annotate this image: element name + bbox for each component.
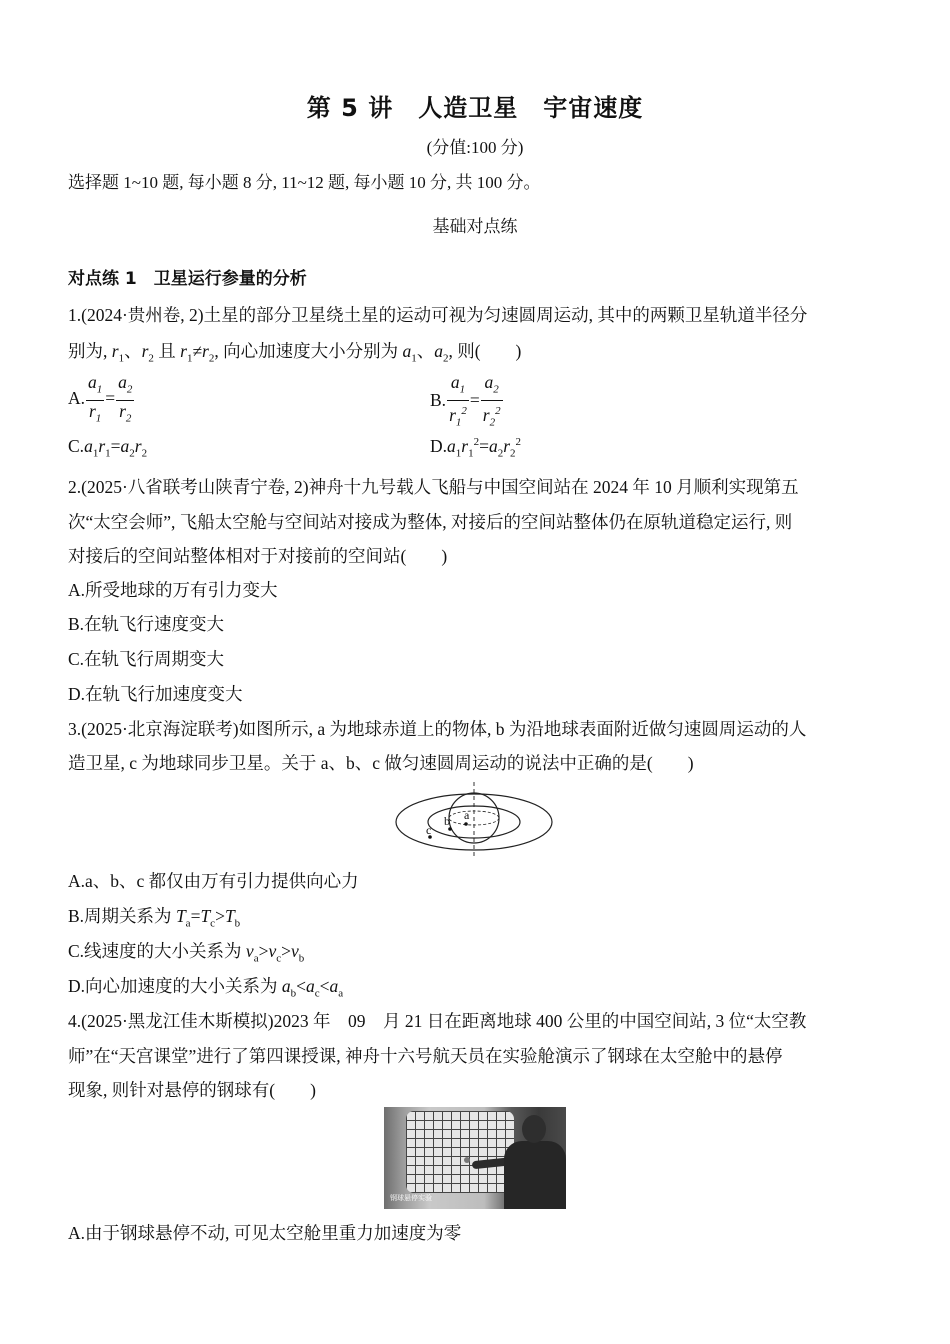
q2-option-b[interactable]: B.在轨飞行速度变大: [68, 614, 225, 634]
q2-line3: 对接后的空间站整体相对于对接前的空间站( ): [68, 546, 448, 566]
q1-text-c: , 向心加速度大小分别为: [214, 341, 403, 361]
astronaut-body: [504, 1141, 566, 1209]
q3-option-b[interactable]: B.周期关系为 $T_a=T_c>T_b$: [68, 906, 241, 930]
q1-text-a: 别为,: [68, 341, 112, 361]
q1-number: 1.: [68, 305, 82, 325]
q2-option-d[interactable]: D.在轨飞行加速度变大: [68, 684, 243, 704]
topic-heading: 对点练 1 卫星运行参量的分析: [68, 269, 307, 289]
label-c: c: [426, 823, 432, 837]
q2-line1: 2.(2025·八省联考山陕青宁卷, 2)神舟十九号载人飞船与中国空间站在 2024 年 10 月顺利实现第五: [68, 477, 799, 497]
q1-option-c[interactable]: $C.a_1r_1=a_2r_2$: [68, 436, 148, 460]
option-label: A.: [68, 388, 86, 409]
q1-text-b: 且: [158, 341, 181, 361]
q2-option-a[interactable]: A.所受地球的万有引力变大: [68, 580, 278, 600]
q3-option-c[interactable]: C.线速度的大小关系为 $v_a>v_c>v_b$: [68, 941, 305, 965]
q1-text-d: , 则( ): [448, 341, 522, 361]
option-label: C.: [68, 436, 85, 456]
q1-option-b[interactable]: B. $\frac{a_1}{r_1^2}$ = $\frac{a_2}{r_2^2}$: [430, 372, 501, 428]
option-label: B.: [430, 389, 447, 410]
q4-line3: 现象, 则针对悬停的钢球有( ): [68, 1080, 316, 1100]
q4-line1: 4.(2025·黑龙江佳木斯模拟)2023 年 09 月 21 日在距离地球 400 公里的中国空间站, 3 位“太空教: [68, 1011, 807, 1031]
q3-option-a[interactable]: A.a、b、c 都仅由万有引力提供向心力: [68, 871, 359, 891]
q1-source: (2024·贵州卷, 2): [81, 305, 204, 325]
q3-line2: 造卫星, c 为地球同步卫星。关于 a、b、c 做匀速圆周运动的说法中正确的是( ): [68, 753, 694, 773]
photo-caption: 钢球悬停实验: [390, 1194, 432, 1202]
label-b: b: [444, 814, 450, 828]
q3-line1: 3.(2025·北京海淀联考)如图所示, a 为地球赤道上的物体, b 为沿地球表面附近做匀速圆周运动的人: [68, 719, 807, 739]
q1-text: 土星的部分卫星绕土星的运动可视为匀速圆周运动, 其中的两颗卫星轨道半径分: [203, 305, 808, 325]
q1-option-a[interactable]: A. $\frac{a_1}{r_1}$ = $\frac{a_2}{r_2}$: [68, 372, 133, 424]
q1-line1: [68, 302, 807, 327]
q1-option-d[interactable]: $D.a_1r_1^2=a_2r_2^2$: [430, 436, 522, 460]
q3-option-d[interactable]: D.向心加速度的大小关系为 $a_b<a_c<a_a$: [68, 976, 344, 1000]
page-title: 第 5 讲 人造卫星 宇宙速度: [306, 94, 644, 122]
q1-line2: 别为, $r_1$、$r_2$ 且 $r_1\ne r_2$, 向心加速度大小分别为 $a_1$、$a_2$, 则( ): [68, 341, 522, 365]
steel-ball: [464, 1157, 470, 1163]
q2-line2: 次“太空会师”, 飞船太空舱与空间站对接成为整体, 对接后的空间站整体仍在原轨道稳定运行, 则: [68, 512, 793, 532]
score-note: (分值:100 分): [426, 138, 524, 157]
instructions: 选择题 1~10 题, 每小题 8 分, 11~12 题, 每小题 10 分, 共 100 分。: [68, 173, 541, 192]
q4-line2: 师”在“天宫课堂”进行了第四课授课, 神舟十六号航天员在实验舱演示了钢球在太空舱中的悬停: [68, 1046, 783, 1066]
option-text: B.周期关系为: [68, 906, 176, 926]
grid-board: [406, 1111, 514, 1193]
option-label: D.: [430, 436, 448, 456]
q4-option-a[interactable]: A.由于钢球悬停不动, 可见太空舱里重力加速度为零: [68, 1223, 462, 1243]
option-text: C.线速度的大小关系为: [68, 941, 246, 961]
orbit-diagram: [394, 782, 558, 858]
q2-option-c[interactable]: C.在轨飞行周期变大: [68, 649, 225, 669]
astronaut-head: [522, 1115, 546, 1143]
label-a: a: [464, 808, 470, 822]
section-heading: 基础对点练: [432, 217, 518, 237]
option-text: D.向心加速度的大小关系为: [68, 976, 282, 996]
experiment-photo: [384, 1107, 566, 1209]
